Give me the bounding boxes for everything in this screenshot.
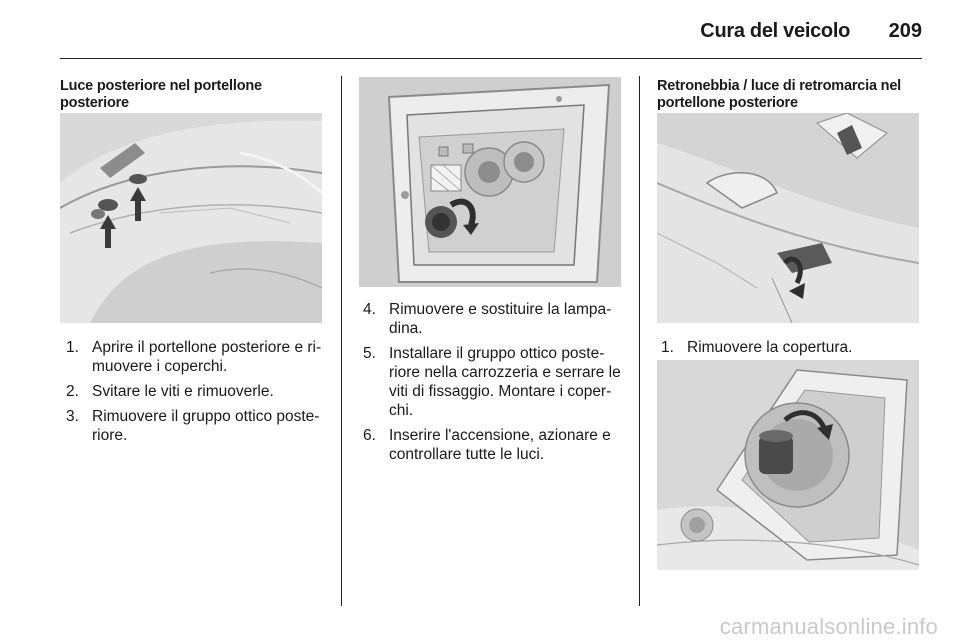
- middle-steps: [363, 300, 625, 470]
- figure-fog-light-bulb: [657, 360, 919, 570]
- right-step-list: [661, 338, 923, 357]
- left-column: [60, 78, 325, 112]
- list-item: 1. Aprire il portellone posteriore e rimuovere i coperchi.: [66, 339, 322, 375]
- list-item: 3. Rimuovere il gruppo ottico posteriore.: [66, 408, 320, 444]
- list-item: 1. Rimuovere la copertura.: [661, 339, 853, 356]
- list-item: 2. Svitare le viti e rimuoverle.: [66, 383, 274, 400]
- left-step-list: [66, 338, 326, 445]
- figure-tailgate-covers: [60, 113, 322, 323]
- header-rule: [60, 58, 922, 59]
- figure-light-assembly: [359, 77, 621, 287]
- column-divider-2: [639, 76, 640, 606]
- page-header: [60, 0, 922, 58]
- right-column: [657, 78, 919, 112]
- right-heading: Retronebbia / luce di retromarcia nel portellone posteriore: [657, 78, 902, 111]
- left-steps: [66, 338, 326, 451]
- section-title: Cura del veicolo: [700, 20, 850, 42]
- watermark: carmanualsonline.info: [719, 614, 938, 639]
- column-divider-1: [341, 76, 342, 606]
- middle-step-list: [363, 300, 625, 464]
- left-heading: Luce posteriore nel portellone posteriore: [60, 78, 262, 111]
- list-item: 5. Installare il gruppo ottico posteriore nella carrozzeria e serrare le viti di fissaggio. Montare i coperchi.: [363, 345, 621, 419]
- list-item: 4. Rimuovere e sostituire la lampadina.: [363, 301, 612, 337]
- page-number: 209: [888, 20, 922, 42]
- list-item: 6. Inserire l'accensione, azionare e controllare tutte le luci.: [363, 427, 611, 463]
- figure-fog-light-cover: [657, 113, 919, 323]
